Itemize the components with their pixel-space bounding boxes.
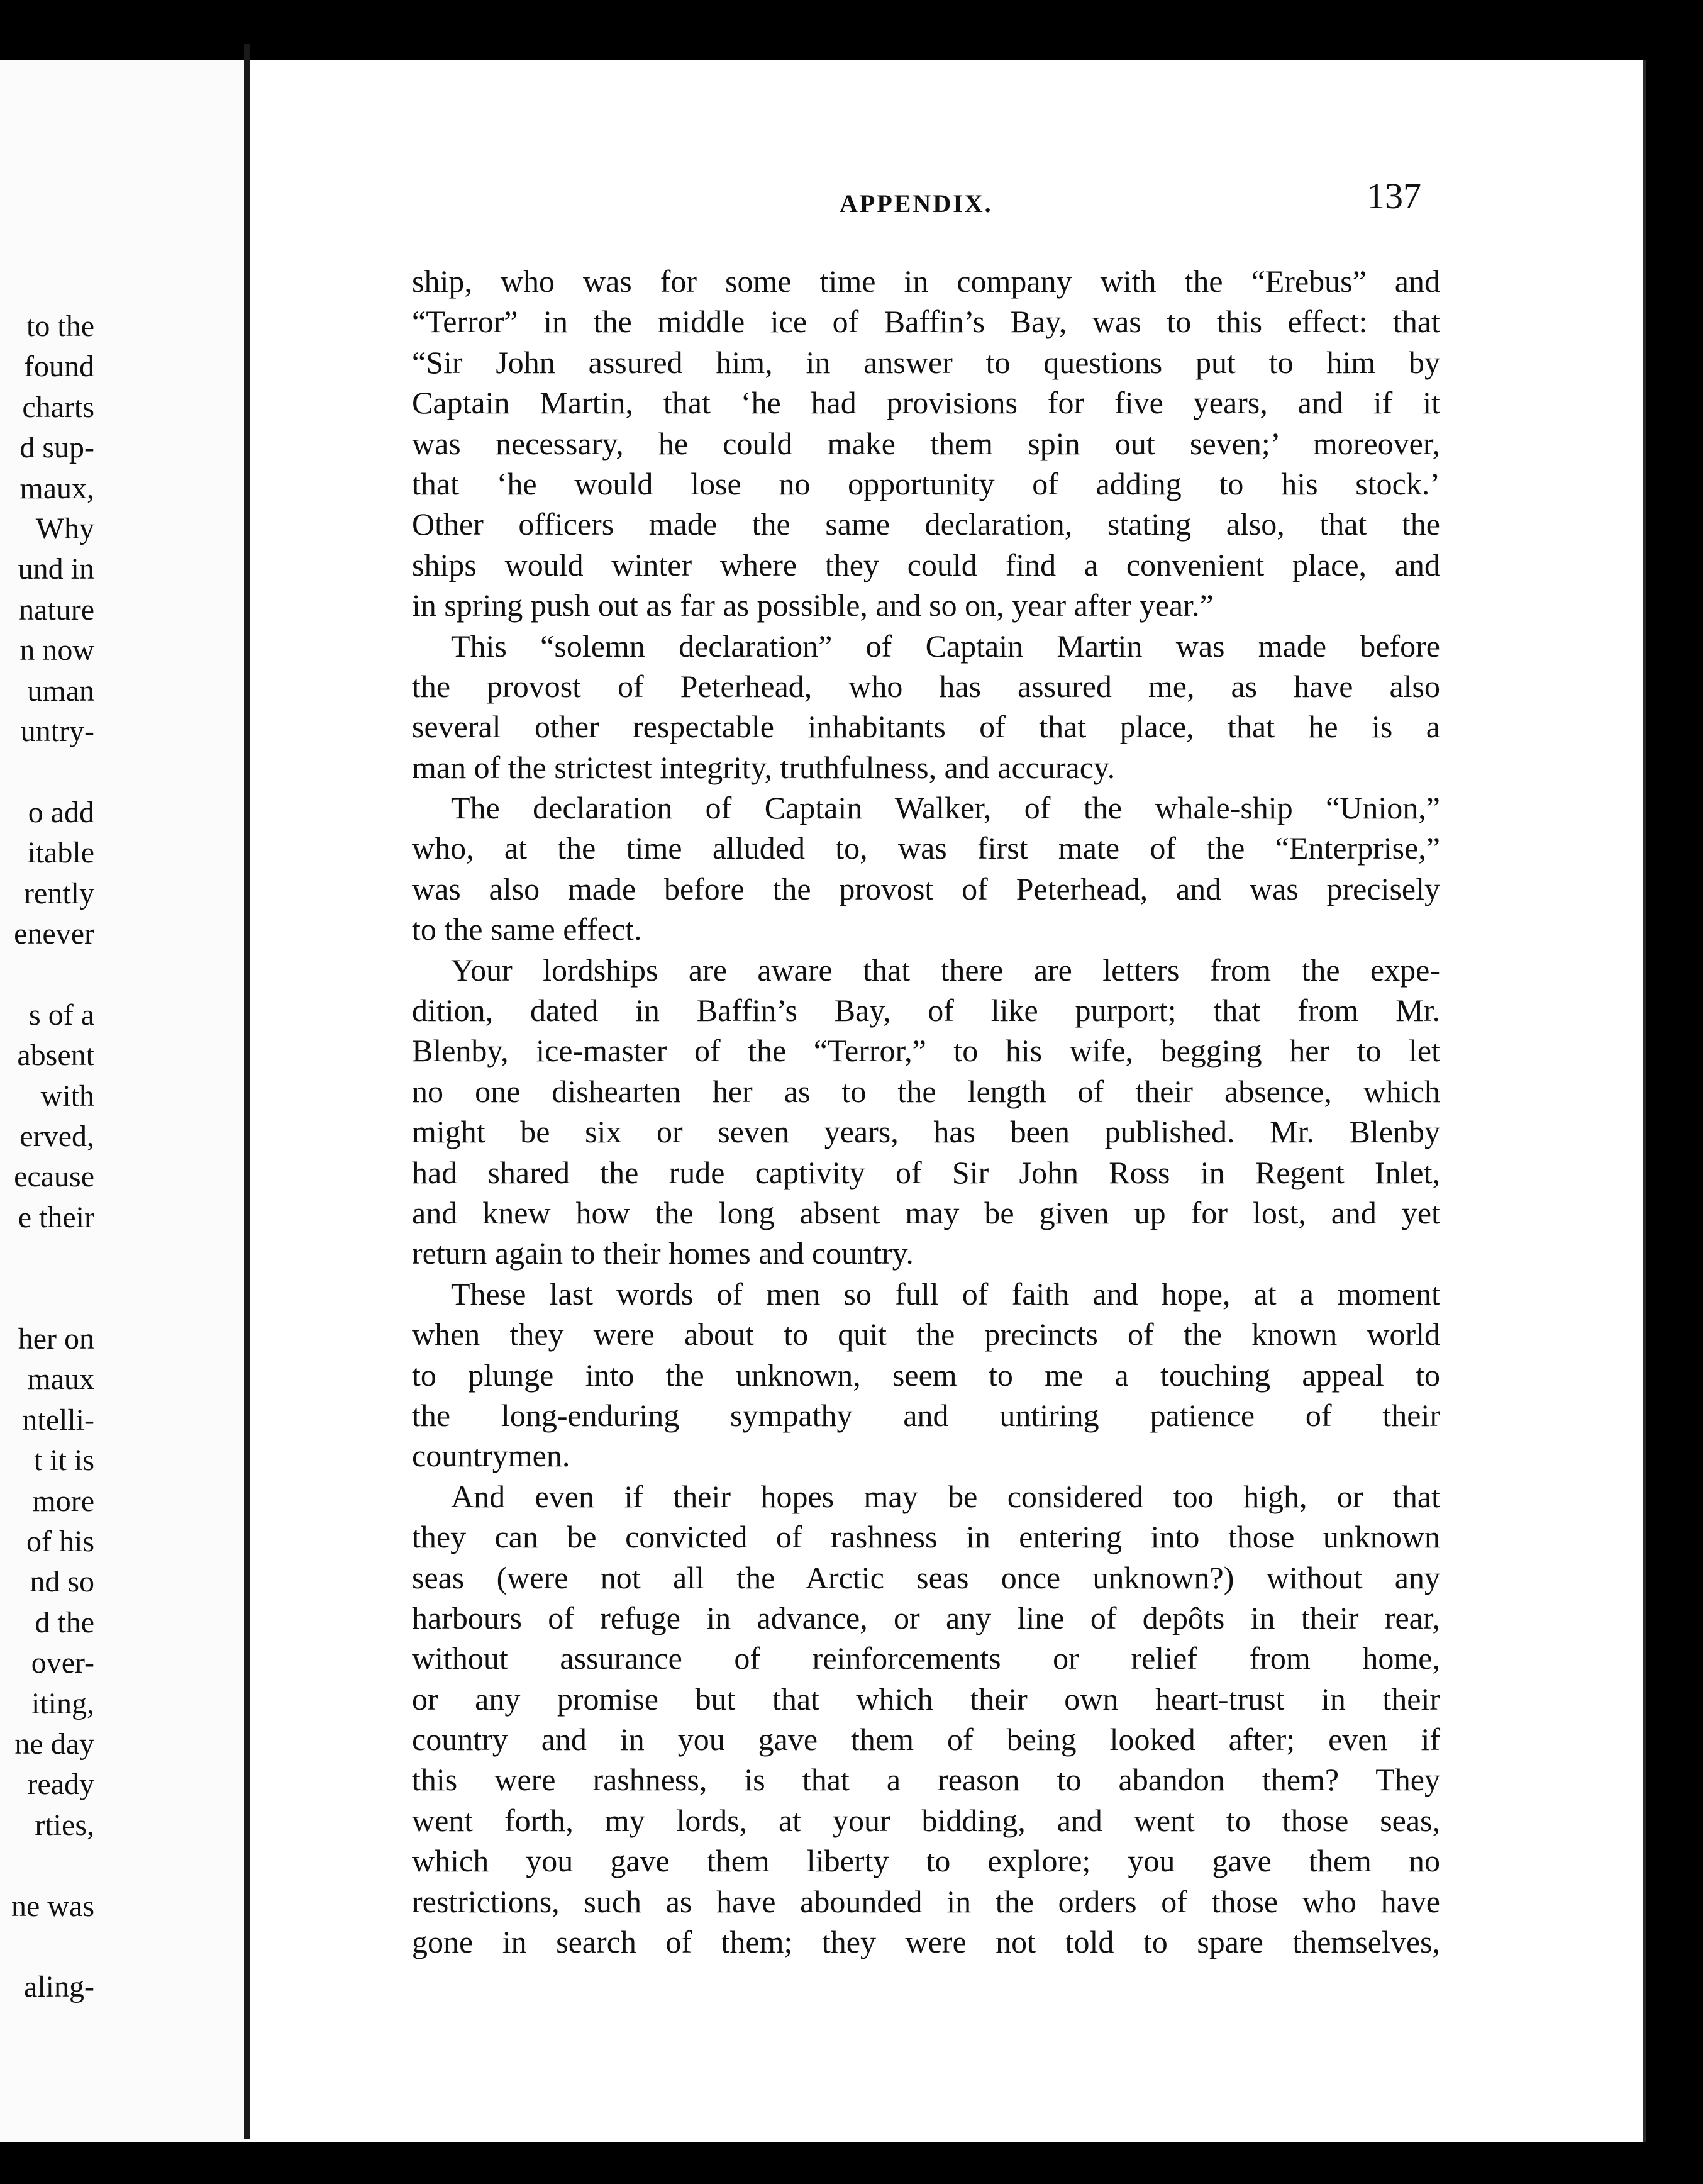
facing-page-line: ne was <box>11 1889 94 1923</box>
page-number: 137 <box>1367 176 1421 216</box>
facing-page-line: nd so <box>30 1565 94 1599</box>
scan-bottom-border <box>0 2142 1703 2184</box>
facing-page-line: ne day <box>14 1727 94 1761</box>
facing-page-line: of his <box>26 1525 94 1558</box>
text-line: without assurance of reinforcements or relief from home, <box>412 1641 1440 1676</box>
facing-page-line: charts <box>22 390 94 424</box>
facing-page-fragment <box>0 60 248 2142</box>
facing-page-line: ready <box>27 1768 94 1802</box>
text-line: The declaration of Captain Walker, of the whale-ship “Union,” <box>451 790 1440 826</box>
text-line: Captain Martin, that ‘he had provisions for five years, and if it <box>412 385 1440 421</box>
text-line: this were rashness, is that a reason to abandon them? They <box>412 1762 1440 1798</box>
text-line: or any promise but that which their own heart-trust in their <box>412 1681 1440 1717</box>
text-line: in spring push out as far as possible, and so on, year after year.” <box>412 588 1214 623</box>
facing-page-line: more <box>32 1484 94 1518</box>
running-head-title: APPENDIX. <box>840 189 993 218</box>
facing-page-line: ecause <box>14 1160 94 1194</box>
facing-page-line: to the <box>26 309 94 343</box>
facing-page-line: ntelli- <box>22 1403 94 1437</box>
text-line: no one dishearten her as to the length of their absence, which <box>412 1073 1440 1109</box>
facing-page-line: maux, <box>19 471 94 505</box>
body-text <box>412 261 1440 1962</box>
facing-page-line: aling- <box>24 1970 94 2004</box>
text-line: was necessary, he could make them spin out seven;’ moreover, <box>412 425 1440 461</box>
text-line: went forth, my lords, at your bidding, and went to those seas, <box>412 1802 1440 1838</box>
facing-page-line: found <box>24 350 94 384</box>
book-page <box>250 60 1646 2142</box>
facing-page-line: t it is <box>33 1444 94 1478</box>
facing-page-line: erved, <box>19 1120 94 1153</box>
text-line: to plunge into the unknown, seem to me a touching appeal to <box>412 1357 1440 1393</box>
text-line: the long-enduring sympathy and untiring patience of their <box>412 1397 1440 1433</box>
text-line: and knew how the long absent may be given up for lost, and yet <box>412 1195 1440 1230</box>
facing-page-line: iting, <box>31 1686 94 1720</box>
facing-page-line: n now <box>19 633 94 667</box>
text-line: to the same effect. <box>412 911 642 947</box>
facing-page-line: rties, <box>35 1808 94 1842</box>
facing-page-line: rently <box>24 876 94 910</box>
scan-right-border <box>1646 0 1703 2184</box>
facing-page-line: over- <box>31 1646 94 1680</box>
text-line: This “solemn declaration” of Captain Martin was made before <box>451 628 1440 664</box>
facing-page-line: uman <box>27 674 94 708</box>
text-line: And even if their hopes may be considered too high, or that <box>451 1478 1440 1514</box>
text-line: dition, dated in Baffin’s Bay, of like purport; that from Mr. <box>412 993 1440 1028</box>
facing-page-line: itable <box>27 836 94 870</box>
text-line: Your lordships are aware that there are letters from the expe- <box>451 952 1440 988</box>
text-line: who, at the time alluded to, was first mate of the “Enterprise,” <box>412 830 1440 866</box>
text-line: “Sir John assured him, in answer to questions put to him by <box>412 344 1440 380</box>
facing-page-line: Why <box>35 512 94 545</box>
facing-page-line: nature <box>19 593 94 627</box>
text-line: gone in search of them; they were not told to spare themselves, <box>412 1924 1440 1960</box>
text-line: might be six or seven years, has been published. Mr. Blenby <box>412 1114 1440 1150</box>
facing-page-line: o add <box>28 795 94 829</box>
facing-page-line: absent <box>17 1039 94 1072</box>
facing-page-line: with <box>40 1079 94 1113</box>
text-line: Other officers made the same declaration, stating also, that the <box>412 506 1440 542</box>
book-gutter <box>244 44 250 2139</box>
text-line: “Terror” in the middle ice of Baffin’s Bay, was to this effect: that <box>412 304 1440 340</box>
text-line: was also made before the provost of Peterhead, and was precisely <box>412 871 1440 906</box>
text-line: ships would winter where they could find a convenient place, and <box>412 547 1440 582</box>
facing-page-line: maux <box>27 1362 94 1396</box>
text-line: harbours of refuge in advance, or any line of depôts in their rear, <box>412 1600 1440 1635</box>
text-line: ship, who was for some time in company with the “Erebus” and <box>412 264 1440 299</box>
text-line: country and in you gave them of being looked after; even if <box>412 1722 1440 1758</box>
text-line: they can be convicted of rashness in entering into those unknown <box>412 1519 1440 1555</box>
facing-page-line: enever <box>14 917 94 950</box>
text-line: return again to their homes and country. <box>412 1235 914 1271</box>
facing-page-line: untry- <box>20 715 94 748</box>
facing-page-line: d sup- <box>19 431 94 465</box>
text-line: had shared the rude captivity of Sir John Ross in Regent Inlet, <box>412 1154 1440 1190</box>
text-line: when they were about to quit the precincts of the known world <box>412 1317 1440 1352</box>
facing-page-line: her on <box>18 1322 94 1356</box>
text-line: that ‘he would lose no opportunity of adding to his stock.’ <box>412 465 1440 501</box>
facing-page-line: e their <box>18 1200 94 1234</box>
text-line: seas (were not all the Arctic seas once unknown?) without any <box>412 1559 1440 1595</box>
text-line: man of the strictest integrity, truthfulness, and accuracy. <box>412 749 1116 785</box>
facing-page-line: und in <box>18 552 94 586</box>
text-line: Blenby, ice-master of the “Terror,” to his wife, begging her to let <box>412 1033 1440 1069</box>
text-line: countrymen. <box>412 1438 570 1474</box>
text-line: These last words of men so full of faith and hope, at a moment <box>451 1276 1440 1312</box>
text-line: restrictions, such as have abounded in the orders of those who have <box>412 1883 1440 1919</box>
facing-page-line: s of a <box>29 998 94 1032</box>
text-line: the provost of Peterhead, who has assured me, as have also <box>412 668 1440 704</box>
text-line: which you gave them liberty to explore; you gave them no <box>412 1843 1440 1879</box>
text-line: several other respectable inhabitants of that place, that he is a <box>412 709 1440 745</box>
facing-page-line: d the <box>35 1605 94 1639</box>
scan-top-border <box>0 0 1703 60</box>
